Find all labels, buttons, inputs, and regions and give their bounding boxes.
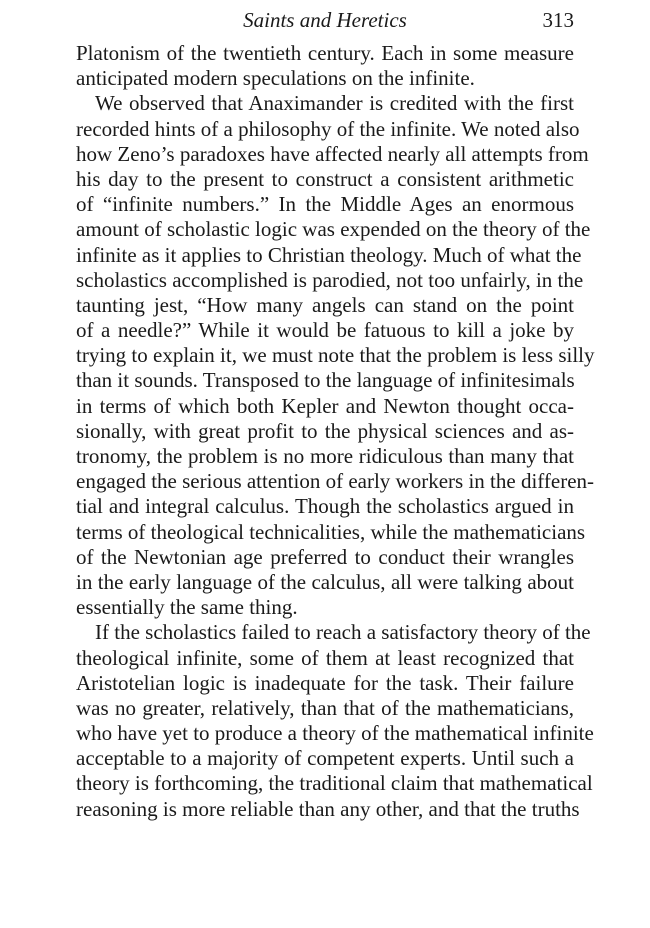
text-line: engaged the serious attention of early workers in the differen- [76,469,595,494]
text-line: Aristotelian logic is inadequate for the task. Their failure [76,670,574,695]
text-line: theory is forthcoming, the traditional claim that mathematical [76,771,593,796]
text-line: recorded hints of a philosophy of the infinite. We noted also [76,116,580,141]
text-line: of a needle?” While it would be fatuous to kill a joke by [76,318,574,343]
text-line: tial and integral calculus. Though the scholastics argued in [76,494,574,519]
text-line: anticipated modern speculations on the infinite. [76,66,475,91]
text-line: in terms of which both Kepler and Newton thought occa- [76,393,574,418]
text-line: We observed that Anaximander is credited with the first [95,91,574,116]
text-line: than it sounds. Transposed to the language of infinitesimals [76,368,575,393]
text-line: essentially the same thing. [76,595,298,620]
text-line: acceptable to a majority of competent experts. Until such a [76,746,574,771]
paragraph [76,620,594,822]
text-line: infinite as it applies to Christian theology. Much of what the [76,242,582,267]
text-line: terms of theological technicalities, while the mathematicians [76,519,586,544]
text-line: amount of scholastic logic was expended on the theory of the [76,217,591,242]
running-title: Saints and Heretics [243,8,407,32]
text-line: was no greater, relatively, than that of the mathematicians, [76,695,574,720]
text-line: sionally, with great profit to the physical sciences and as- [76,418,574,443]
text-line: of the Newtonian age preferred to conduct their wrangles [76,544,574,569]
text-line: his day to the present to construct a consistent arithmetic [76,166,574,191]
paragraph [76,41,574,91]
paragraph [76,91,595,620]
text-line: taunting jest, “How many angels can stand on the point [76,292,574,317]
body-text [76,41,595,822]
text-line: scholastics accomplished is parodied, not too unfairly, in the [76,267,584,292]
text-line: Platonism of the twentieth century. Each in some measure [76,41,574,65]
text-line: If the scholastics failed to reach a satisfactory theory of the [95,620,591,645]
text-line: theological infinite, some of them at least recognized that [76,645,574,670]
page-number: 313 [542,8,574,32]
text-line: in the early language of the calculus, all were talking about [76,569,574,594]
text-line: tronomy, the problem is no more ridiculous than many that [76,444,574,468]
text-line: reasoning is more reliable than any other, and that the truths [76,796,580,821]
text-line: who have yet to produce a theory of the mathematical infinite [76,721,594,746]
text-line: of “infinite numbers.” In the Middle Ages an enormous [76,192,574,217]
text-line: how Zeno’s paradoxes have affected nearly all attempts from [76,141,589,166]
text-line: trying to explain it, we must note that the problem is less silly [76,343,595,368]
running-head [76,6,574,34]
